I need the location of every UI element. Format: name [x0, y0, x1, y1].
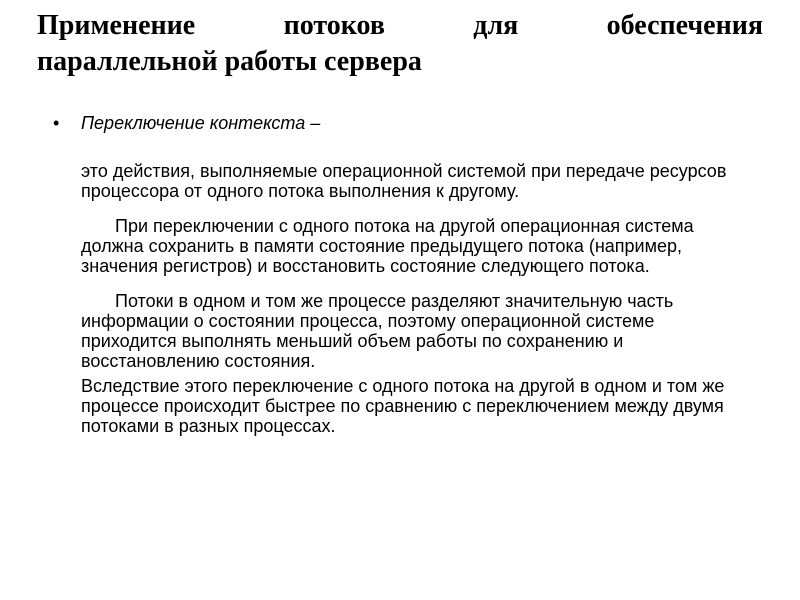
paragraph-definition: это действия, выполняемые операционной системой при передаче ресурсов процессора от одного потока выполнения к другому. [81, 161, 727, 201]
bullet-icon: • [53, 113, 60, 133]
bullet-item [50, 112, 750, 136]
paragraph-shared-state: Потоки в одном и том же процессе разделяют значительную часть информации о состоянии процесса, поэтому операционной системе приходится выполнять меньший объем работы по сохранению и восстановлению состояния. [81, 291, 674, 371]
slide-content [50, 112, 750, 436]
paragraph-switching: При переключении с одного потока на другой операционная система должна сохранить в памяти состояние предыдущего потока (например, значения регистров) и восстановить состояние следующего потока. [81, 216, 694, 276]
slide-title-line-1: Применение потоков для обеспечения [37, 10, 763, 41]
slide-title-line-2: параллельной работы сервера [37, 46, 422, 77]
paragraph-conclusion: Вследствие этого переключение с одного потока на другой в одном и том же процессе происходит быстрее по сравнению с переключением между двумя потоками в разных процессах. [81, 376, 725, 436]
bullet-heading: Переключение контекста – [81, 113, 321, 133]
slide-title [37, 8, 763, 80]
